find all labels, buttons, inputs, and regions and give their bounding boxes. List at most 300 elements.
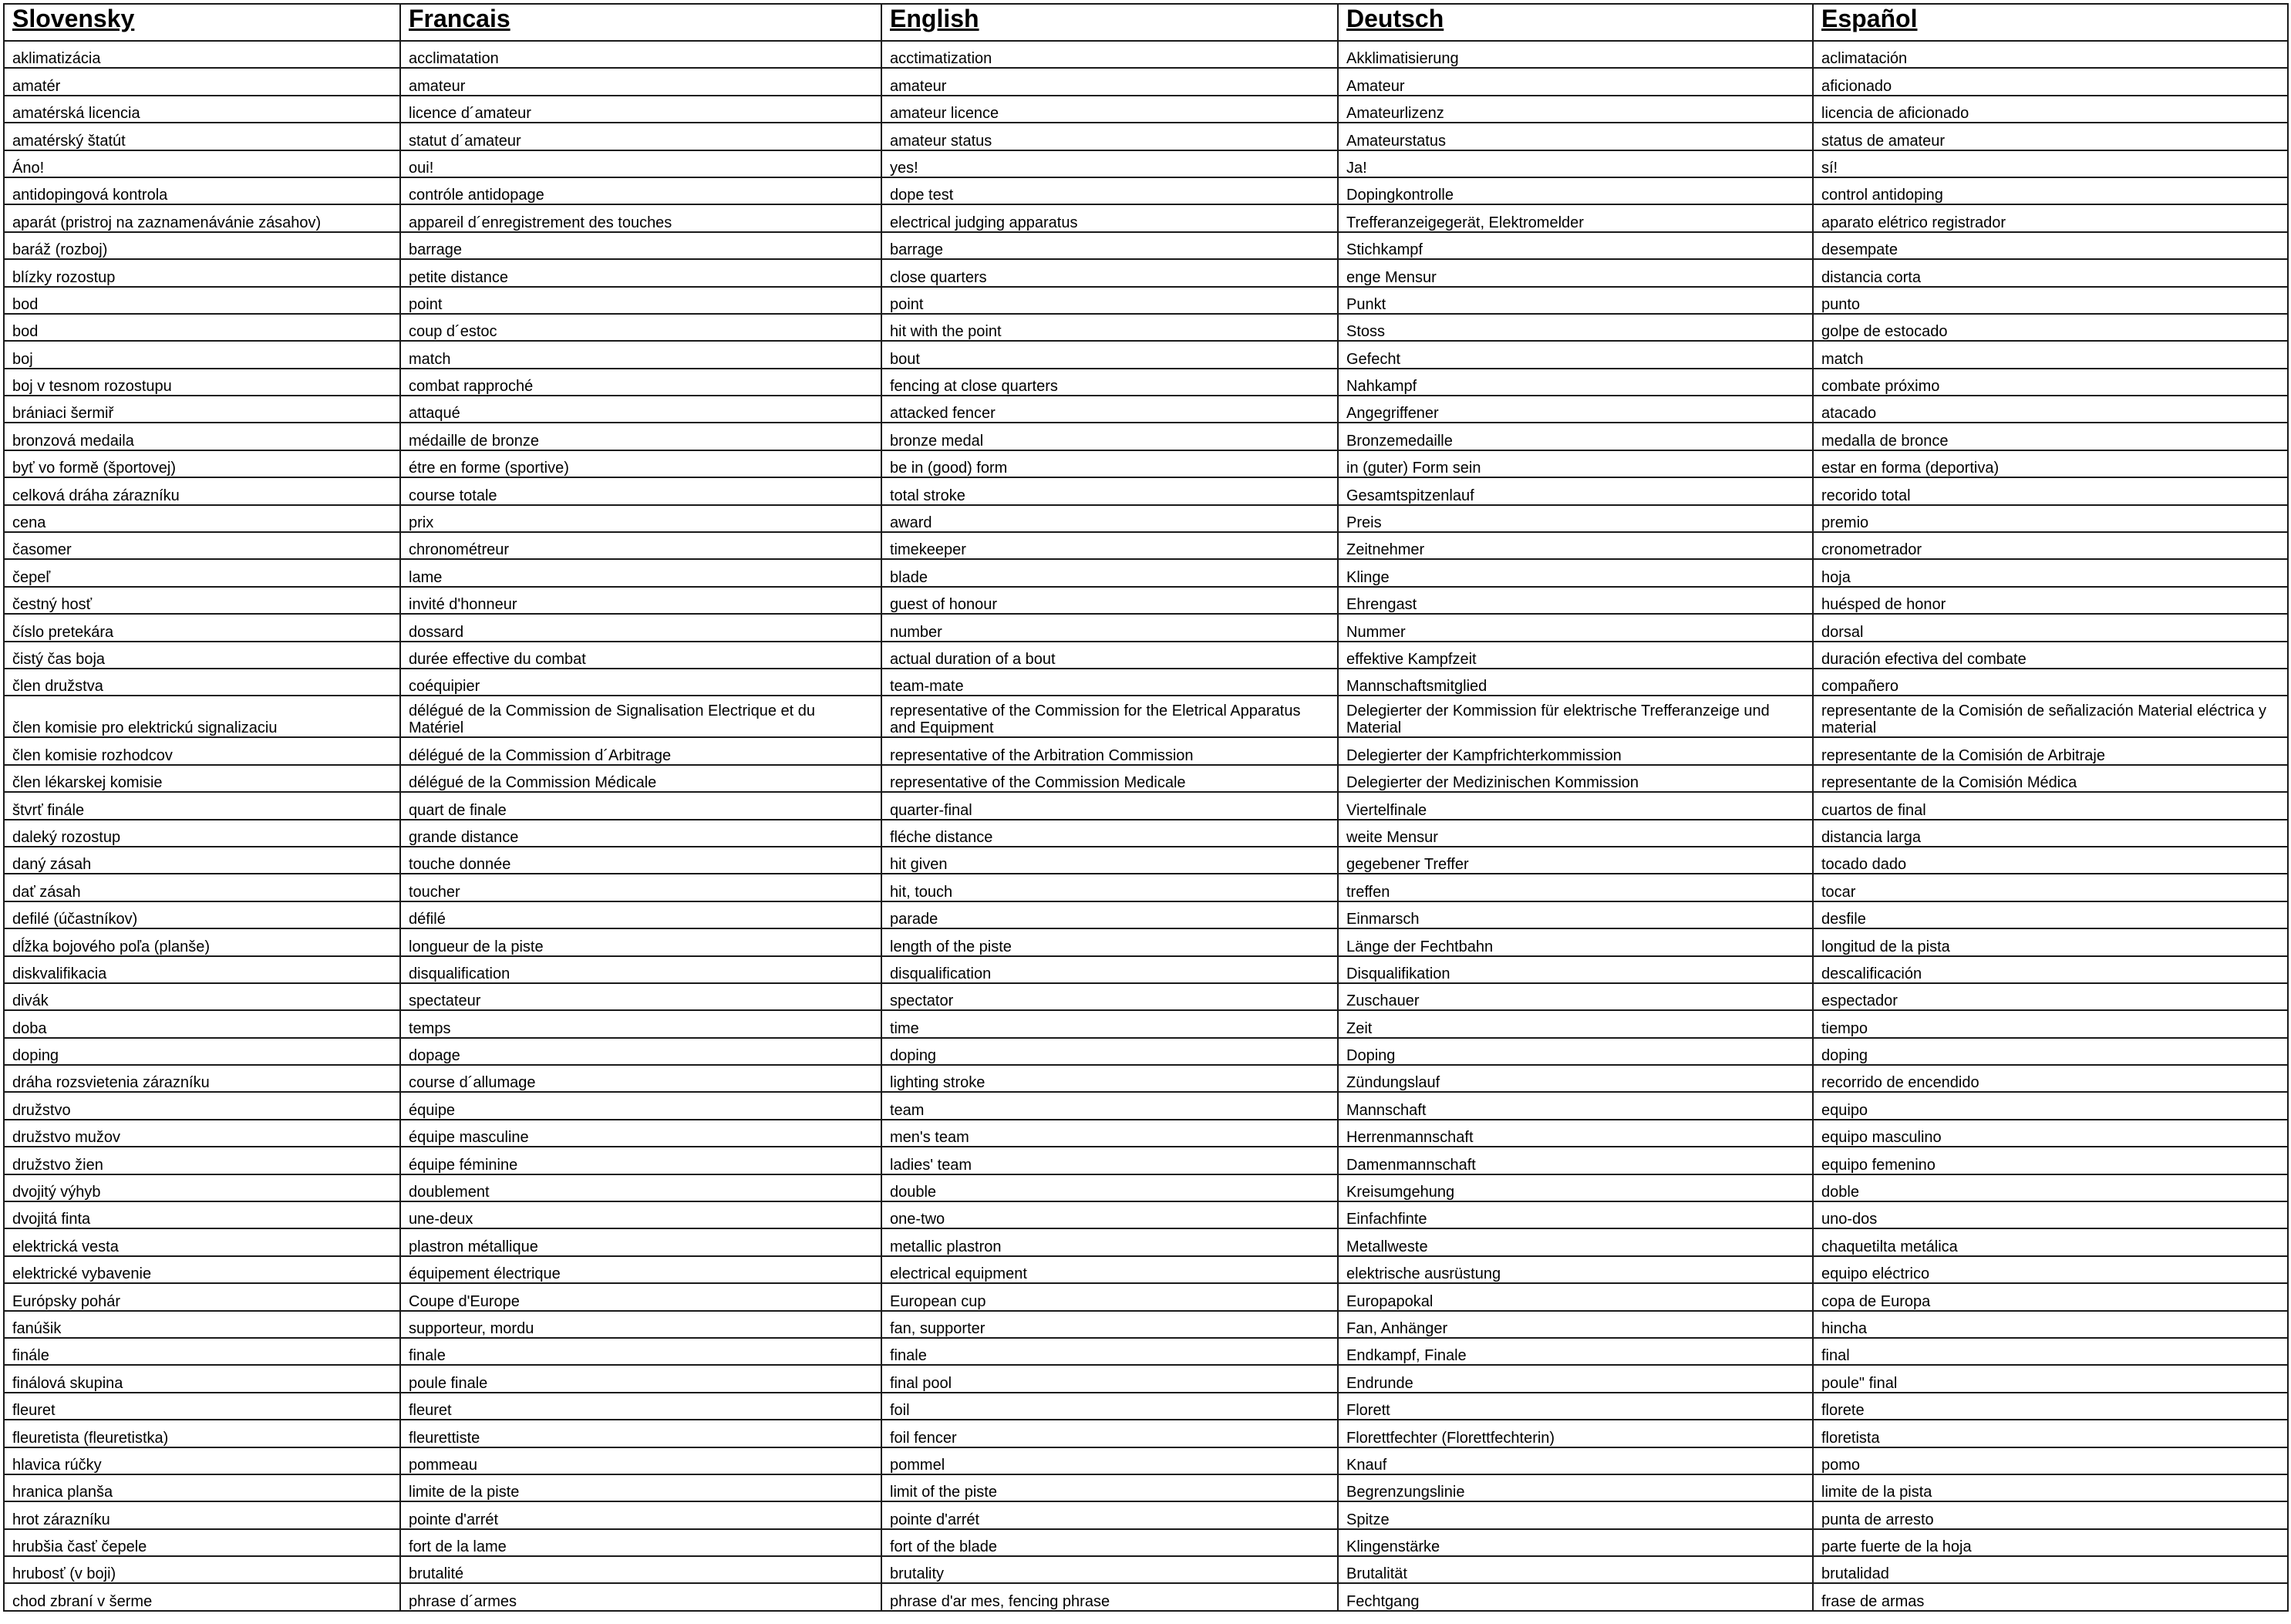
cell-english: electrical judging apparatus: [881, 204, 1338, 231]
cell-espanol: copa de Europa: [1813, 1283, 2288, 1310]
cell-francais: plastron métallique: [400, 1228, 881, 1255]
cell-espanol: brutalidad: [1813, 1556, 2288, 1583]
table-row: [4, 956, 2288, 983]
cell-espanol: equipo femenino: [1813, 1147, 2288, 1174]
cell-deutsch: Herrenmannschaft: [1338, 1120, 1813, 1147]
cell-espanol: golpe de estocado: [1813, 314, 2288, 341]
cell-francais: barrage: [400, 232, 881, 259]
table-row: [4, 423, 2288, 450]
cell-deutsch: Gefecht: [1338, 341, 1813, 368]
cell-deutsch: Zeitnehmer: [1338, 532, 1813, 559]
cell-deutsch: elektrische ausrüstung: [1338, 1256, 1813, 1283]
cell-espanol: uno-dos: [1813, 1201, 2288, 1228]
table-row: [4, 287, 2288, 314]
table-row: [4, 1283, 2288, 1310]
table-row: [4, 477, 2288, 504]
table-row: [4, 1529, 2288, 1556]
cell-deutsch: Dopingkontrolle: [1338, 177, 1813, 204]
cell-francais: spectateur: [400, 983, 881, 1010]
cell-deutsch: Endrunde: [1338, 1365, 1813, 1392]
table-row: [4, 696, 2288, 737]
cell-francais: combat rapproché: [400, 369, 881, 396]
cell-francais: longueur de la piste: [400, 928, 881, 955]
cell-francais: prix: [400, 505, 881, 532]
cell-espanol: aparato elétrico registrador: [1813, 204, 2288, 231]
table-row: [4, 177, 2288, 204]
table-row: [4, 669, 2288, 696]
cell-slovensky: divák: [4, 983, 400, 1010]
table-row: [4, 1201, 2288, 1228]
cell-english: pommel: [881, 1447, 1338, 1474]
cell-deutsch: treffen: [1338, 874, 1813, 901]
table-row: [4, 642, 2288, 669]
cell-espanol: duración efectiva del combate: [1813, 642, 2288, 669]
cell-francais: point: [400, 287, 881, 314]
cell-english: spectator: [881, 983, 1338, 1010]
cell-deutsch: Klingenstärke: [1338, 1529, 1813, 1556]
cell-slovensky: Európsky pohár: [4, 1283, 400, 1310]
cell-slovensky: hrot zárazníku: [4, 1501, 400, 1528]
cell-english: acctimatization: [881, 41, 1338, 68]
cell-english: length of the piste: [881, 928, 1338, 955]
cell-espanol: floretista: [1813, 1420, 2288, 1447]
cell-english: quarter-final: [881, 792, 1338, 819]
table-row: [4, 928, 2288, 955]
cell-espanol: desfile: [1813, 901, 2288, 928]
cell-francais: doublement: [400, 1174, 881, 1201]
cell-espanol: florete: [1813, 1393, 2288, 1420]
cell-slovensky: daleký rozostup: [4, 820, 400, 847]
table-row: [4, 96, 2288, 123]
cell-deutsch: Delegierter der Medizinischen Kommission: [1338, 765, 1813, 792]
table-row: [4, 259, 2288, 286]
cell-espanol: longitud de la pista: [1813, 928, 2288, 955]
cell-francais: équipe masculine: [400, 1120, 881, 1147]
cell-english: foil fencer: [881, 1420, 1338, 1447]
column-header-francais: Francais: [400, 4, 881, 41]
table-row: [4, 983, 2288, 1010]
cell-english: phrase d'ar mes, fencing phrase: [881, 1583, 1338, 1610]
cell-deutsch: Gesamtspitzenlauf: [1338, 477, 1813, 504]
cell-slovensky: daný zásah: [4, 847, 400, 874]
cell-slovensky: štvrť finále: [4, 792, 400, 819]
cell-slovensky: člen lékarskej komisie: [4, 765, 400, 792]
cell-deutsch: Preis: [1338, 505, 1813, 532]
cell-espanol: atacado: [1813, 396, 2288, 423]
cell-english: brutality: [881, 1556, 1338, 1583]
cell-deutsch: Stoss: [1338, 314, 1813, 341]
cell-francais: grande distance: [400, 820, 881, 847]
cell-espanol: doble: [1813, 1174, 2288, 1201]
cell-slovensky: dvojitá finta: [4, 1201, 400, 1228]
table-row: [4, 369, 2288, 396]
cell-deutsch: Nahkampf: [1338, 369, 1813, 396]
cell-francais: amateur: [400, 68, 881, 95]
cell-slovensky: družstvo: [4, 1092, 400, 1119]
cell-espanol: huésped de honor: [1813, 587, 2288, 614]
cell-slovensky: hlavica rúčky: [4, 1447, 400, 1474]
cell-francais: licence d´amateur: [400, 96, 881, 123]
cell-slovensky: antidopingová kontrola: [4, 177, 400, 204]
cell-espanol: medalla de bronce: [1813, 423, 2288, 450]
cell-slovensky: číslo pretekára: [4, 614, 400, 641]
table-row: [4, 532, 2288, 559]
cell-slovensky: čistý čas boja: [4, 642, 400, 669]
column-header-espanol: Español: [1813, 4, 2288, 41]
cell-slovensky: boj: [4, 341, 400, 368]
cell-english: bronze medal: [881, 423, 1338, 450]
table-row: [4, 396, 2288, 423]
table-row: [4, 68, 2288, 95]
cell-francais: oui!: [400, 150, 881, 177]
cell-espanol: recorrido de encendido: [1813, 1065, 2288, 1092]
cell-deutsch: Punkt: [1338, 287, 1813, 314]
cell-espanol: equipo: [1813, 1092, 2288, 1119]
cell-english: ladies' team: [881, 1147, 1338, 1174]
cell-francais: appareil d´enregistrement des touches: [400, 204, 881, 231]
cell-francais: équipe: [400, 1092, 881, 1119]
cell-deutsch: Zuschauer: [1338, 983, 1813, 1010]
cell-slovensky: diskvalifikacia: [4, 956, 400, 983]
column-header-slovensky: Slovensky: [4, 4, 400, 41]
cell-deutsch: Brutalität: [1338, 1556, 1813, 1583]
table-row: [4, 450, 2288, 477]
cell-francais: fleurettiste: [400, 1420, 881, 1447]
cell-francais: petite distance: [400, 259, 881, 286]
table-row: [4, 1147, 2288, 1174]
cell-english: blade: [881, 559, 1338, 586]
cell-slovensky: časomer: [4, 532, 400, 559]
cell-slovensky: hranica planša: [4, 1474, 400, 1501]
cell-english: hit, touch: [881, 874, 1338, 901]
cell-espanol: punto: [1813, 287, 2288, 314]
table-row: [4, 1447, 2288, 1474]
cell-francais: fort de la lame: [400, 1529, 881, 1556]
cell-deutsch: Viertelfinale: [1338, 792, 1813, 819]
cell-english: time: [881, 1010, 1338, 1037]
column-header-deutsch: Deutsch: [1338, 4, 1813, 41]
cell-slovensky: chod zbraní v šerme: [4, 1583, 400, 1610]
cell-francais: coéquipier: [400, 669, 881, 696]
cell-francais: brutalité: [400, 1556, 881, 1583]
cell-slovensky: člen družstva: [4, 669, 400, 696]
cell-espanol: equipo masculino: [1813, 1120, 2288, 1147]
cell-slovensky: doba: [4, 1010, 400, 1037]
cell-english: attacked fencer: [881, 396, 1338, 423]
cell-deutsch: Europapokal: [1338, 1283, 1813, 1310]
cell-slovensky: fleuret: [4, 1393, 400, 1420]
cell-espanol: frase de armas: [1813, 1583, 2288, 1610]
cell-espanol: final: [1813, 1338, 2288, 1365]
cell-english: one-two: [881, 1201, 1338, 1228]
table-row: [4, 765, 2288, 792]
table-row: [4, 847, 2288, 874]
cell-espanol: distancia larga: [1813, 820, 2288, 847]
cell-francais: course d´allumage: [400, 1065, 881, 1092]
cell-slovensky: bod: [4, 287, 400, 314]
cell-slovensky: cena: [4, 505, 400, 532]
cell-francais: poule finale: [400, 1365, 881, 1392]
cell-english: electrical equipment: [881, 1256, 1338, 1283]
table-row: [4, 587, 2288, 614]
cell-espanol: premio: [1813, 505, 2288, 532]
cell-english: disqualification: [881, 956, 1338, 983]
cell-slovensky: elektrické vybavenie: [4, 1256, 400, 1283]
cell-english: metallic plastron: [881, 1228, 1338, 1255]
cell-espanol: tocar: [1813, 874, 2288, 901]
cell-espanol: limite de la pista: [1813, 1474, 2288, 1501]
table-row: [4, 41, 2288, 68]
cell-espanol: chaquetilta metálica: [1813, 1228, 2288, 1255]
cell-english: timekeeper: [881, 532, 1338, 559]
cell-francais: chronométreur: [400, 532, 881, 559]
cell-deutsch: Begrenzungslinie: [1338, 1474, 1813, 1501]
cell-deutsch: Doping: [1338, 1038, 1813, 1065]
table-row: [4, 737, 2288, 764]
table-row: [4, 901, 2288, 928]
cell-espanol: sí!: [1813, 150, 2288, 177]
cell-francais: délégué de la Commission d´Arbitrage: [400, 737, 881, 764]
cell-francais: invité d'honneur: [400, 587, 881, 614]
cell-espanol: tocado dado: [1813, 847, 2288, 874]
cell-deutsch: Ja!: [1338, 150, 1813, 177]
table-row: [4, 204, 2288, 231]
cell-francais: course totale: [400, 477, 881, 504]
cell-espanol: doping: [1813, 1038, 2288, 1065]
cell-slovensky: dvojitý výhyb: [4, 1174, 400, 1201]
cell-deutsch: Fan, Anhänger: [1338, 1311, 1813, 1338]
cell-deutsch: Spitze: [1338, 1501, 1813, 1528]
cell-francais: défilé: [400, 901, 881, 928]
cell-francais: pointe d'arrét: [400, 1501, 881, 1528]
cell-espanol: dorsal: [1813, 614, 2288, 641]
cell-deutsch: Knauf: [1338, 1447, 1813, 1474]
cell-slovensky: defilé (účastníkov): [4, 901, 400, 928]
cell-francais: durée effective du combat: [400, 642, 881, 669]
cell-francais: fleuret: [400, 1393, 881, 1420]
cell-deutsch: Mannschaft: [1338, 1092, 1813, 1119]
cell-slovensky: družstvo mužov: [4, 1120, 400, 1147]
table-row: [4, 1583, 2288, 1610]
cell-deutsch: Trefferanzeigegerät, Elektromelder: [1338, 204, 1813, 231]
cell-francais: touche donnée: [400, 847, 881, 874]
cell-english: final pool: [881, 1365, 1338, 1392]
cell-deutsch: Zündungslauf: [1338, 1065, 1813, 1092]
table-row: [4, 1174, 2288, 1201]
cell-english: guest of honour: [881, 587, 1338, 614]
cell-slovensky: amatérský štatút: [4, 123, 400, 150]
cell-english: doping: [881, 1038, 1338, 1065]
table-row: [4, 232, 2288, 259]
cell-deutsch: Florettfechter (Florettfechterin): [1338, 1420, 1813, 1447]
table-row: [4, 150, 2288, 177]
cell-slovensky: čepeľ: [4, 559, 400, 586]
table-row: [4, 559, 2288, 586]
cell-english: dope test: [881, 177, 1338, 204]
cell-deutsch: Kreisumgehung: [1338, 1174, 1813, 1201]
cell-english: number: [881, 614, 1338, 641]
cell-espanol: espectador: [1813, 983, 2288, 1010]
cell-espanol: distancia corta: [1813, 259, 2288, 286]
cell-slovensky: blízky rozostup: [4, 259, 400, 286]
cell-deutsch: Angegriffener: [1338, 396, 1813, 423]
table-row: [4, 820, 2288, 847]
cell-english: pointe d'arrét: [881, 1501, 1338, 1528]
cell-espanol: compañero: [1813, 669, 2288, 696]
column-header-english: English: [881, 4, 1338, 41]
cell-english: lighting stroke: [881, 1065, 1338, 1092]
cell-deutsch: enge Mensur: [1338, 259, 1813, 286]
cell-espanol: pomo: [1813, 1447, 2288, 1474]
cell-slovensky: hrubosť (v boji): [4, 1556, 400, 1583]
glossary-body: [4, 41, 2288, 1611]
header-row: [4, 4, 2288, 41]
cell-slovensky: bod: [4, 314, 400, 341]
cell-francais: délégué de la Commission de Signalisation Electrique et du Matériel: [400, 696, 881, 737]
cell-english: fencing at close quarters: [881, 369, 1338, 396]
cell-slovensky: čestný hosť: [4, 587, 400, 614]
cell-espanol: tiempo: [1813, 1010, 2288, 1037]
cell-francais: acclimatation: [400, 41, 881, 68]
cell-deutsch: Amateurstatus: [1338, 123, 1813, 150]
cell-english: team-mate: [881, 669, 1338, 696]
cell-espanol: aclimatación: [1813, 41, 2288, 68]
cell-slovensky: finálová skupina: [4, 1365, 400, 1392]
cell-slovensky: dĺžka bojového poľa (planše): [4, 928, 400, 955]
cell-espanol: equipo eléctrico: [1813, 1256, 2288, 1283]
cell-english: actual duration of a bout: [881, 642, 1338, 669]
glossary-table: [3, 3, 2289, 1612]
cell-english: foil: [881, 1393, 1338, 1420]
cell-francais: statut d´amateur: [400, 123, 881, 150]
cell-english: barrage: [881, 232, 1338, 259]
cell-espanol: poule" final: [1813, 1365, 2288, 1392]
cell-francais: contróle antidopage: [400, 177, 881, 204]
cell-slovensky: elektrická vesta: [4, 1228, 400, 1255]
cell-slovensky: celková dráha zárazníku: [4, 477, 400, 504]
cell-deutsch: Stichkampf: [1338, 232, 1813, 259]
table-row: [4, 874, 2288, 901]
cell-slovensky: fanúšik: [4, 1311, 400, 1338]
cell-slovensky: člen komisie rozhodcov: [4, 737, 400, 764]
cell-slovensky: bronzová medaila: [4, 423, 400, 450]
cell-slovensky: baráž (rozboj): [4, 232, 400, 259]
cell-slovensky: finále: [4, 1338, 400, 1365]
table-row: [4, 1256, 2288, 1283]
cell-english: fan, supporter: [881, 1311, 1338, 1338]
cell-english: award: [881, 505, 1338, 532]
cell-deutsch: Amateurlizenz: [1338, 96, 1813, 123]
cell-deutsch: Endkampf, Finale: [1338, 1338, 1813, 1365]
cell-english: team: [881, 1092, 1338, 1119]
cell-slovensky: boj v tesnom rozostupu: [4, 369, 400, 396]
cell-slovensky: brániaci šermiř: [4, 396, 400, 423]
cell-francais: disqualification: [400, 956, 881, 983]
table-row: [4, 1365, 2288, 1392]
cell-deutsch: Damenmannschaft: [1338, 1147, 1813, 1174]
table-row: [4, 1474, 2288, 1501]
cell-deutsch: Zeit: [1338, 1010, 1813, 1037]
cell-english: hit given: [881, 847, 1338, 874]
cell-espanol: control antidoping: [1813, 177, 2288, 204]
cell-francais: lame: [400, 559, 881, 586]
cell-english: double: [881, 1174, 1338, 1201]
cell-english: total stroke: [881, 477, 1338, 504]
cell-francais: dossard: [400, 614, 881, 641]
cell-deutsch: Bronzemedaille: [1338, 423, 1813, 450]
cell-espanol: cuartos de final: [1813, 792, 2288, 819]
cell-slovensky: člen komisie pro elektrickú signalizaciu: [4, 696, 400, 737]
cell-espanol: representante de la Comisión de señalización Material eléctrica y material: [1813, 696, 2288, 737]
cell-deutsch: Amateur: [1338, 68, 1813, 95]
cell-slovensky: fleuretista (fleuretistka): [4, 1420, 400, 1447]
cell-slovensky: dať zásah: [4, 874, 400, 901]
cell-deutsch: Metallweste: [1338, 1228, 1813, 1255]
table-row: [4, 1338, 2288, 1365]
cell-english: yes!: [881, 150, 1338, 177]
table-row: [4, 1420, 2288, 1447]
cell-english: finale: [881, 1338, 1338, 1365]
cell-francais: équipement électrique: [400, 1256, 881, 1283]
cell-english: amateur licence: [881, 96, 1338, 123]
table-row: [4, 341, 2288, 368]
cell-espanol: combate próximo: [1813, 369, 2288, 396]
cell-english: representative of the Commission Medicale: [881, 765, 1338, 792]
table-row: [4, 505, 2288, 532]
cell-deutsch: Delegierter der Kampfrichterkommission: [1338, 737, 1813, 764]
cell-francais: finale: [400, 1338, 881, 1365]
cell-deutsch: Länge der Fechtbahn: [1338, 928, 1813, 955]
cell-espanol: representante de la Comisión de Arbitraje: [1813, 737, 2288, 764]
cell-english: bout: [881, 341, 1338, 368]
cell-english: fort of the blade: [881, 1529, 1338, 1556]
table-row: [4, 614, 2288, 641]
cell-deutsch: Ehrengast: [1338, 587, 1813, 614]
table-row: [4, 1120, 2288, 1147]
cell-francais: une-deux: [400, 1201, 881, 1228]
cell-english: representative of the Commission for the Eletrical Apparatus and Equipment: [881, 696, 1338, 737]
cell-english: hit with the point: [881, 314, 1338, 341]
cell-slovensky: aparát (pristroj na zaznamenávánie zásahov): [4, 204, 400, 231]
cell-english: fléche distance: [881, 820, 1338, 847]
cell-francais: délégué de la Commission Médicale: [400, 765, 881, 792]
cell-slovensky: doping: [4, 1038, 400, 1065]
table-row: [4, 314, 2288, 341]
cell-english: men's team: [881, 1120, 1338, 1147]
cell-english: limit of the piste: [881, 1474, 1338, 1501]
cell-francais: pommeau: [400, 1447, 881, 1474]
cell-slovensky: aklimatizácia: [4, 41, 400, 68]
cell-francais: médaille de bronze: [400, 423, 881, 450]
cell-slovensky: hrubšia časť čepele: [4, 1529, 400, 1556]
cell-deutsch: gegebener Treffer: [1338, 847, 1813, 874]
cell-francais: toucher: [400, 874, 881, 901]
cell-deutsch: Mannschaftsmitglied: [1338, 669, 1813, 696]
cell-francais: dopage: [400, 1038, 881, 1065]
cell-francais: équipe féminine: [400, 1147, 881, 1174]
cell-francais: étre en forme (sportive): [400, 450, 881, 477]
cell-francais: supporteur, mordu: [400, 1311, 881, 1338]
cell-deutsch: Florett: [1338, 1393, 1813, 1420]
cell-english: amateur: [881, 68, 1338, 95]
cell-slovensky: dráha rozsvietenia zárazníku: [4, 1065, 400, 1092]
table-row: [4, 1038, 2288, 1065]
cell-deutsch: effektive Kampfzeit: [1338, 642, 1813, 669]
cell-espanol: aficionado: [1813, 68, 2288, 95]
cell-deutsch: Nummer: [1338, 614, 1813, 641]
cell-slovensky: amatér: [4, 68, 400, 95]
cell-francais: temps: [400, 1010, 881, 1037]
